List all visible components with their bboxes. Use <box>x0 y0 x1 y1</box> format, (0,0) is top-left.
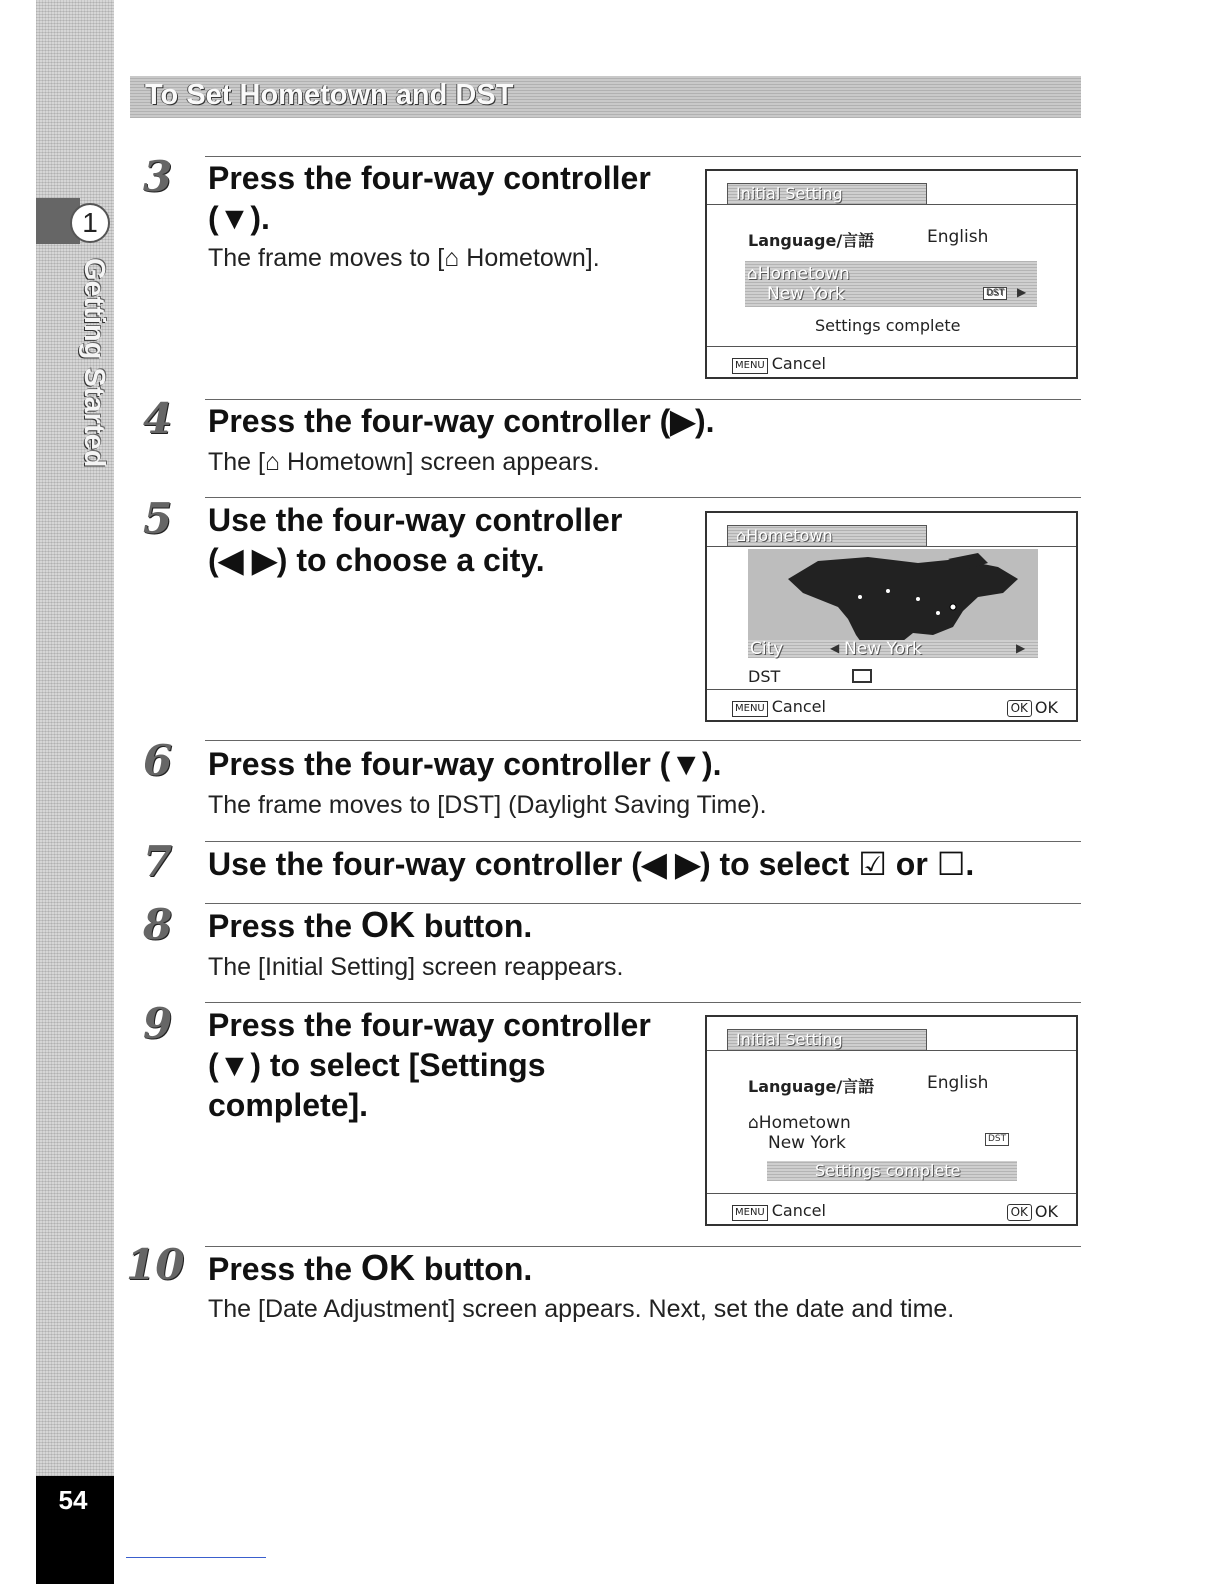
step-heading-line: Press the four-way controller <box>208 160 651 196</box>
right-arrow-icon: ▶ <box>1016 641 1026 655</box>
ok-icon: OK <box>1007 1204 1032 1221</box>
step-body <box>208 447 600 477</box>
step-heading <box>208 905 532 946</box>
step-heading <box>208 500 622 580</box>
step-body: The frame moves to [DST] (Daylight Saving Time). <box>208 791 767 819</box>
ok-hint <box>1007 1202 1058 1221</box>
step-heading <box>208 844 974 884</box>
heading-text: Press the <box>208 908 361 944</box>
lcd-divider <box>707 689 1076 690</box>
dst-icon: DST <box>985 1133 1009 1146</box>
cancel-label: Cancel <box>771 1201 826 1220</box>
settings-complete: Settings complete <box>815 1161 961 1180</box>
divider <box>205 497 1081 498</box>
hometown-label <box>747 264 850 284</box>
cancel-hint <box>732 697 826 717</box>
city-value: New York <box>844 639 922 659</box>
lcd-tab: Initial Setting <box>727 183 927 205</box>
city-name: New York <box>767 284 845 304</box>
home-icon: ⌂ <box>748 1113 759 1133</box>
left-arrow-icon: ◀ <box>830 641 840 655</box>
divider <box>205 903 1081 904</box>
language-value: English <box>927 1073 989 1093</box>
lcd-divider <box>707 346 1076 347</box>
divider <box>205 740 1081 741</box>
divider <box>205 1002 1081 1003</box>
city-name: New York <box>768 1133 846 1153</box>
ok-label: OK <box>1034 698 1058 717</box>
hometown-highlight <box>745 261 1037 307</box>
section-title: To Set Hometown and DST <box>145 79 514 111</box>
step-heading-line: (▼). <box>208 200 270 236</box>
step-heading-line: Use the four-way controller <box>208 502 623 538</box>
step-heading-line: complete]. <box>208 1087 369 1123</box>
divider <box>205 399 1081 400</box>
step-number: 7 <box>143 837 173 886</box>
step-heading <box>208 158 651 238</box>
cancel-label: Cancel <box>771 697 826 716</box>
dst-checkbox <box>852 669 872 683</box>
divider <box>205 1246 1081 1247</box>
page-number-block <box>36 1476 114 1584</box>
settings-complete: Settings complete <box>815 316 961 335</box>
body-text: The [ <box>208 448 265 476</box>
lcd-initial-setting-complete <box>705 1015 1078 1226</box>
step-body: The [Date Adjustment] screen appears. Next, set the date and time. <box>208 1295 955 1323</box>
body-text: Hometown] screen appears. <box>280 448 600 476</box>
step-number: 5 <box>143 494 173 543</box>
city-label: City <box>750 639 784 659</box>
step-number: 4 <box>143 394 173 443</box>
lcd-tab: Initial Setting <box>727 1029 927 1051</box>
ok-label: OK <box>1034 1202 1058 1221</box>
body-text: Hometown]. <box>459 244 600 272</box>
divider <box>205 156 1081 157</box>
menu-icon: MENU <box>732 1205 768 1221</box>
step-heading-line: (▼) to select [Settings <box>208 1047 546 1083</box>
selected-city-dot <box>950 604 956 610</box>
chapter-label <box>77 258 110 467</box>
city-dot <box>936 611 940 615</box>
home-icon: ⌂ <box>264 448 281 476</box>
step-body: The [Initial Setting] screen reappears. <box>208 953 624 981</box>
step-number: 8 <box>143 900 173 949</box>
step-heading: Press the four-way controller (▶). <box>208 403 715 439</box>
heading-text: Use the four-way controller (◀ ▶) to select <box>208 846 859 882</box>
step-heading <box>208 1005 651 1125</box>
ok-button-label: OK <box>360 904 415 945</box>
step-number: 3 <box>143 152 173 201</box>
lcd-tab <box>727 525 927 547</box>
lcd-tab-label: Hometown <box>746 526 833 545</box>
chapter-number: 1 <box>70 203 110 243</box>
lcd-hometown <box>705 511 1078 722</box>
unchecked-box-icon: ☐ <box>936 846 966 882</box>
menu-icon: MENU <box>732 358 768 374</box>
lcd-divider <box>707 1193 1076 1194</box>
heading-text: button. <box>414 908 533 944</box>
hometown-label <box>748 1113 851 1133</box>
menu-icon: MENU <box>732 701 768 717</box>
city-dot <box>858 595 862 599</box>
heading-text: or <box>886 846 937 882</box>
checked-box-icon: ☑ <box>858 846 887 882</box>
ok-button-label: OK <box>360 1247 415 1288</box>
city-dot <box>886 589 890 593</box>
home-icon: ⌂ <box>736 526 747 545</box>
step-heading <box>208 1248 532 1289</box>
language-label: Language/言語 <box>748 231 875 250</box>
lcd-initial-setting <box>705 169 1078 379</box>
divider <box>205 841 1081 842</box>
cancel-label: Cancel <box>771 354 826 373</box>
heading-text: Press the <box>208 1251 361 1287</box>
home-icon: ⌂ <box>747 264 758 284</box>
right-arrow-icon: ▶ <box>1017 285 1027 299</box>
lcd-divider <box>707 204 1076 205</box>
city-dot <box>916 597 920 601</box>
heading-text: . <box>965 846 975 882</box>
language-label: Language/言語 <box>748 1077 875 1096</box>
dst-label: DST <box>748 667 781 686</box>
lcd-divider <box>707 546 1076 547</box>
hometown-text: Hometown <box>757 264 850 284</box>
body-text: The frame moves to [ <box>208 244 445 272</box>
cancel-hint <box>732 1201 826 1221</box>
city-row-highlight <box>748 640 1038 658</box>
chapter-label-text: Getting Started <box>78 258 110 468</box>
page-number: 54 <box>58 1485 88 1515</box>
dst-icon: DST <box>983 287 1007 300</box>
step-number: 10 <box>126 1240 185 1289</box>
ok-hint <box>1007 698 1058 717</box>
settings-complete-highlight <box>767 1161 1017 1181</box>
language-value: English <box>927 227 989 247</box>
step-heading: Press the four-way controller (▼). <box>208 746 722 782</box>
heading-text: button. <box>414 1251 533 1287</box>
lcd-divider <box>707 1050 1076 1051</box>
footer-rule <box>126 1557 266 1558</box>
hometown-text: Hometown <box>758 1113 851 1133</box>
section-header <box>130 76 1081 118</box>
cancel-hint <box>732 354 826 374</box>
step-number: 9 <box>143 999 173 1048</box>
step-number: 6 <box>143 736 173 785</box>
ok-icon: OK <box>1007 700 1032 717</box>
step-heading-line: (◀ ▶) to choose a city. <box>208 542 545 578</box>
step-heading-line: Press the four-way controller <box>208 1007 651 1043</box>
step-body <box>208 243 600 273</box>
home-icon: ⌂ <box>444 244 460 272</box>
